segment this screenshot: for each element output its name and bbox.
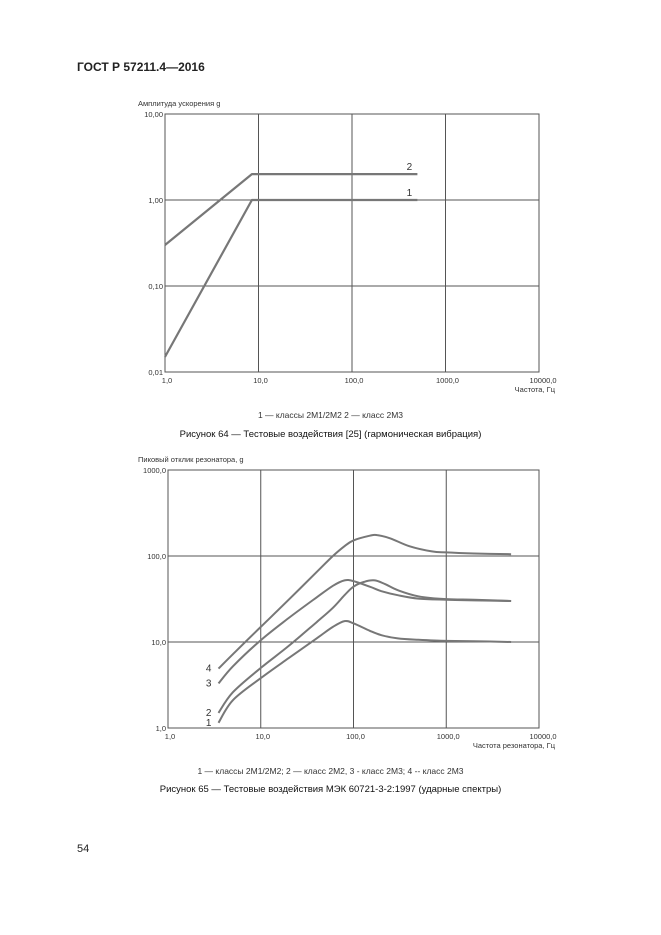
document-header: ГОСТ Р 57211.4—2016 [77, 60, 205, 74]
y-tick-label: 1,00 [148, 196, 163, 205]
y-tick-label: 10,00 [144, 110, 163, 119]
figure-64-legend: 1 — классы 2М1/2М2 2 — класс 2М3 [257, 410, 404, 420]
x-tick-label: 100,0 [346, 732, 365, 741]
x-tick-label: 100,0 [344, 376, 364, 385]
page-number: 54 [77, 843, 90, 855]
series-line-1 [165, 200, 417, 357]
y-tick-label: 10,0 [151, 638, 166, 647]
series-label-1: 1 [205, 717, 212, 729]
y-tick-label: 100,0 [147, 552, 166, 561]
x-tick-label: 1,0 [164, 732, 176, 741]
series-label-4: 4 [205, 663, 212, 675]
series-label-2: 2 [406, 162, 413, 174]
series-label-3: 3 [205, 678, 212, 690]
x-tick-label: 1000,0 [436, 376, 459, 385]
figure-64-caption: Рисунок 64 — Тестовые воздействия [25] (гармоническая вибрация) [179, 429, 482, 440]
y-axis-label: Амплитуда ускорения g [138, 99, 221, 108]
x-tick-label: 10000,0 [529, 732, 557, 741]
series-label-1: 1 [406, 188, 413, 199]
x-tick-label: 10000,0 [529, 376, 557, 385]
y-tick-label: 1000,0 [143, 466, 166, 475]
x-tick-label: 10,0 [253, 376, 268, 385]
y-tick-label: 0,01 [148, 368, 163, 377]
figure-65-caption: Рисунок 65 — Тестовые воздействия МЭК 60721-3-2:1997 (ударные спектры) [159, 784, 502, 795]
figure-65-legend: 1 — классы 2М1/2М2; 2 — класс 2М2, 3 - класс 2М3; 4 -- класс 2М3 [197, 766, 464, 776]
series-line-3 [219, 580, 512, 683]
series-label-2: 2 [205, 707, 212, 719]
y-axis-label: Пиковый отклик резонатора, g [138, 455, 244, 464]
y-tick-label: 1,0 [155, 724, 166, 733]
x-axis-label: Частота, Гц [514, 385, 555, 394]
x-tick-label: 1,0 [161, 376, 173, 385]
x-tick-label: 1000,0 [436, 732, 460, 741]
series-line-4 [219, 535, 512, 669]
series-line-2 [165, 174, 417, 245]
x-tick-label: 10,0 [255, 732, 271, 741]
y-tick-label: 0,10 [148, 282, 163, 291]
x-axis-label: Частота резонатора, Гц [472, 741, 555, 750]
series-line-1 [219, 621, 512, 723]
